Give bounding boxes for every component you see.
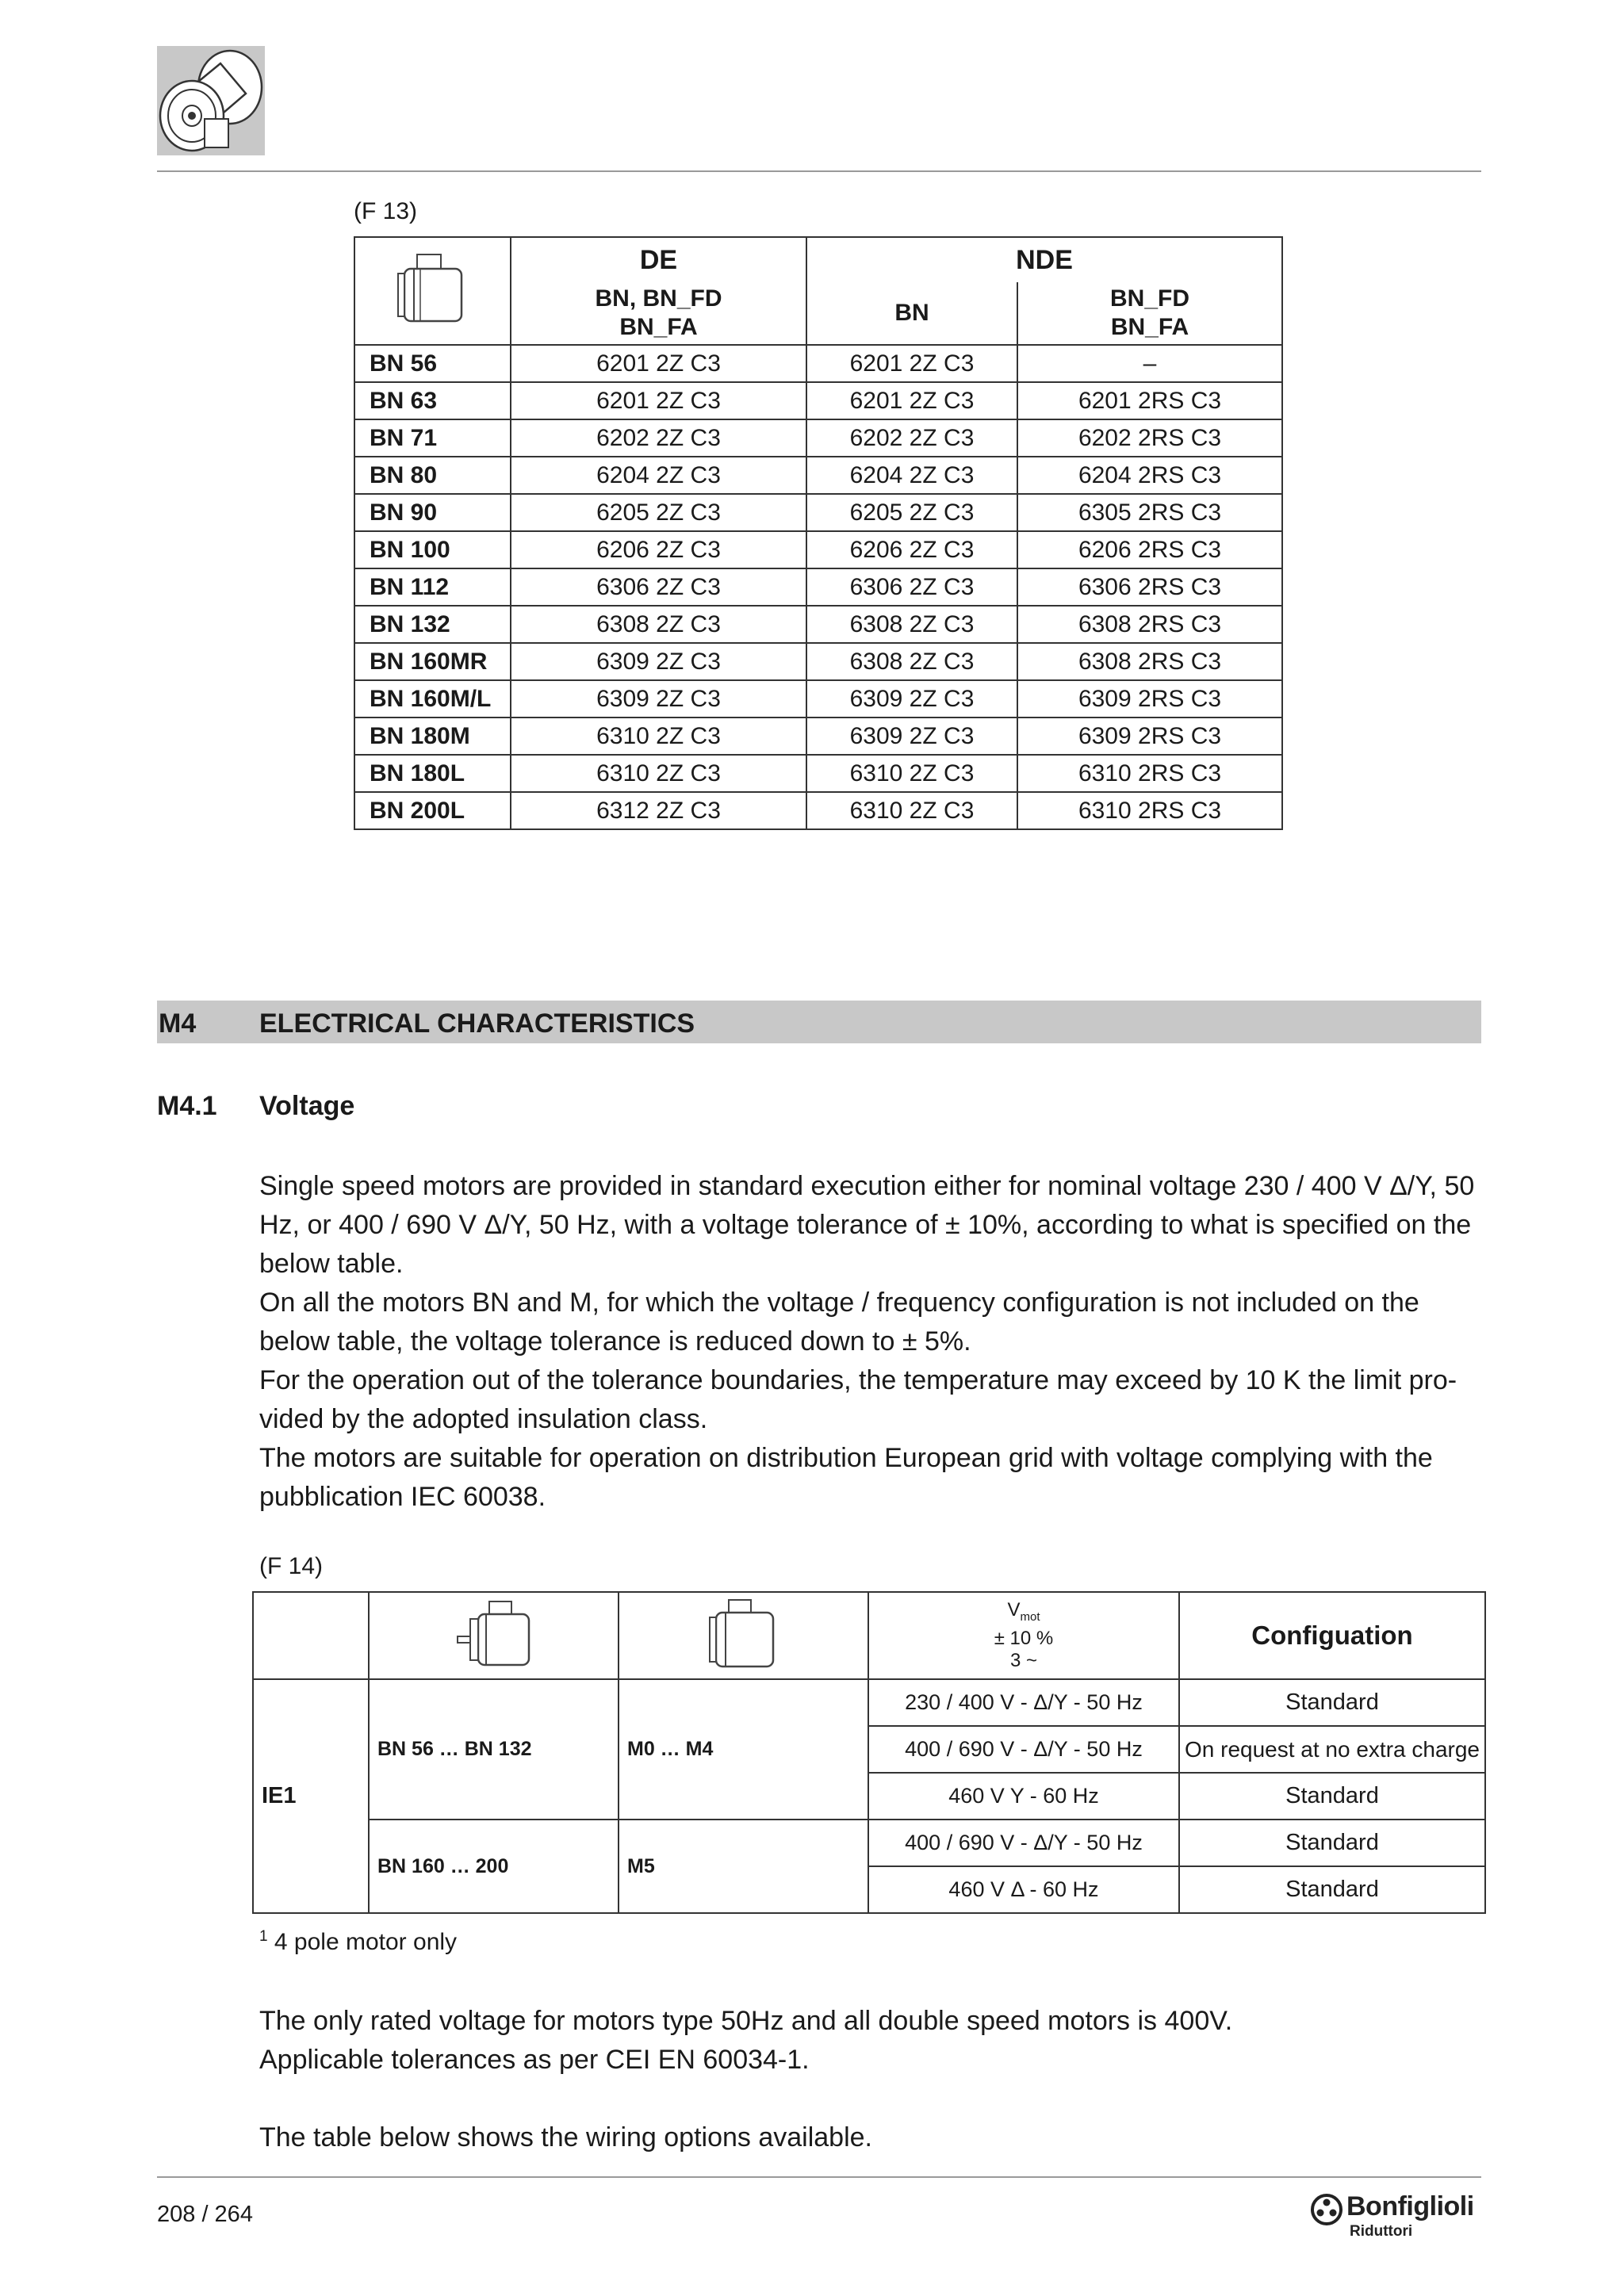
nde-bn-bearing-cell: 6206 2Z C3 xyxy=(806,531,1017,568)
de-sub-line1: BN, BN_FD xyxy=(595,285,722,312)
config-cell: Standard xyxy=(1179,1679,1485,1726)
nde-fd-bearing-cell: – xyxy=(1017,345,1282,382)
voltage-description xyxy=(259,1167,1484,1517)
page-number: 208 / 264 xyxy=(157,2202,253,2227)
nde-fd-bearing-cell: 6309 2RS C3 xyxy=(1017,718,1282,755)
nde-fd-bearing-cell: 6201 2RS C3 xyxy=(1017,382,1282,419)
de-bearing-cell: 6310 2Z C3 xyxy=(511,755,806,792)
table-row xyxy=(354,680,1282,718)
table-row xyxy=(354,345,1282,382)
model-cell: BN 160M/L xyxy=(354,680,511,718)
section-title: ELECTRICAL CHARACTERISTICS xyxy=(259,1008,695,1039)
subsection-title: Voltage xyxy=(259,1091,355,1121)
paragraph: On all the motors BN and M, for which the voltage / frequency configuration is not included on the below table, the voltage tolerance is reduced down to ± 5%. xyxy=(259,1288,1419,1357)
model-cell: BN 200L xyxy=(354,792,511,829)
m-range-2: M5 xyxy=(619,1820,868,1913)
nde-bn-bearing-cell: 6202 2Z C3 xyxy=(806,419,1017,457)
model-cell: BN 160MR xyxy=(354,643,511,680)
table-row xyxy=(354,643,1282,680)
bonfiglioli-logo-icon xyxy=(1310,2193,1343,2226)
model-cell: BN 80 xyxy=(354,457,511,494)
nde-header: NDE xyxy=(806,237,1282,282)
table-row xyxy=(354,531,1282,568)
bn-range-1: BN 56 … BN 132 xyxy=(369,1679,619,1820)
bn-range-2: BN 160 … 200 xyxy=(369,1820,619,1913)
voltage-cell: 460 V Δ - 60 Hz xyxy=(868,1866,1179,1913)
de-bearing-cell: 6206 2Z C3 xyxy=(511,531,806,568)
footnote-text: 4 pole motor only xyxy=(267,1929,458,1955)
de-bearing-cell: 6202 2Z C3 xyxy=(511,419,806,457)
paragraph: For the operation out of the tolerance boundaries, the temperature may exceed by 10 K the limit pro-vided by the adopted insulation class. xyxy=(259,1365,1457,1434)
nde-bn-bearing-cell: 6308 2Z C3 xyxy=(806,606,1017,643)
bearing-table xyxy=(354,236,1283,830)
model-cell: BN 100 xyxy=(354,531,511,568)
nde-bn-bearing-cell: 6310 2Z C3 xyxy=(806,755,1017,792)
de-bearing-cell: 6306 2Z C3 xyxy=(511,568,806,606)
nde-fd-bearing-cell: 6308 2RS C3 xyxy=(1017,606,1282,643)
de-sub-line2: BN_FA xyxy=(619,314,698,340)
model-cell: BN 56 xyxy=(354,345,511,382)
nde-bn-bearing-cell: 6201 2Z C3 xyxy=(806,345,1017,382)
model-cell: BN 90 xyxy=(354,494,511,531)
header-rule xyxy=(157,170,1481,172)
voltage-cell: 400 / 690 V - Δ/Y - 50 Hz xyxy=(868,1726,1179,1773)
voltage-table xyxy=(252,1591,1486,1914)
nde-bn-bearing-cell: 6308 2Z C3 xyxy=(806,643,1017,680)
closing-text xyxy=(259,2002,1484,2157)
paragraph: Single speed motors are provided in standard execution either for nominal voltage 230 / 400 V Δ/Y, 50 Hz, or 400 / 690 V Δ/Y, 50 Hz, with a voltage tolerance of ± 10%, according to what is specified on the below table. xyxy=(259,1171,1475,1279)
table-row xyxy=(354,792,1282,829)
m-motor-icon-cell xyxy=(619,1592,868,1679)
config-cell: Standard xyxy=(1179,1866,1485,1913)
config-cell: Standard xyxy=(1179,1773,1485,1820)
motor-icon xyxy=(396,250,469,326)
nde-fd-bearing-cell: 6310 2RS C3 xyxy=(1017,755,1282,792)
closing-line: The table below shows the wiring options available. xyxy=(259,2122,873,2152)
nde-fd-bearing-cell: 6306 2RS C3 xyxy=(1017,568,1282,606)
de-bearing-cell: 6309 2Z C3 xyxy=(511,680,806,718)
voltage-cell: 460 V Y - 60 Hz xyxy=(868,1773,1179,1820)
table-row xyxy=(354,382,1282,419)
de-subheader xyxy=(511,282,806,345)
de-bearing-cell: 6205 2Z C3 xyxy=(511,494,806,531)
model-cell: BN 112 xyxy=(354,568,511,606)
brand-name: Bonfiglioli xyxy=(1346,2191,1474,2221)
m-range-1: M0 … M4 xyxy=(619,1679,868,1820)
config-header: Configuation xyxy=(1179,1592,1485,1679)
table-row xyxy=(354,718,1282,755)
nde-bn-subheader: BN xyxy=(806,282,1017,345)
f13-label: (F 13) xyxy=(354,198,418,224)
nde-bn-bearing-cell: 6310 2Z C3 xyxy=(806,792,1017,829)
nde-fd-bearing-cell: 6206 2RS C3 xyxy=(1017,531,1282,568)
de-bearing-cell: 6309 2Z C3 xyxy=(511,643,806,680)
motor-shaft-icon xyxy=(454,1597,534,1670)
model-cell: BN 63 xyxy=(354,382,511,419)
nde-bn-bearing-cell: 6204 2Z C3 xyxy=(806,457,1017,494)
closing-line: The only rated voltage for motors type 50Hz and all double speed motors is 400V. xyxy=(259,2006,1233,2036)
config-cell: On request at no extra charge xyxy=(1179,1726,1485,1773)
de-bearing-cell: 6312 2Z C3 xyxy=(511,792,806,829)
config-cell: Standard xyxy=(1179,1820,1485,1866)
table-row xyxy=(354,568,1282,606)
table-row xyxy=(354,755,1282,792)
model-cell: BN 180M xyxy=(354,718,511,755)
closing-line: Applicable tolerances as per CEI EN 60034-1. xyxy=(259,2045,810,2075)
f14-label: (F 14) xyxy=(259,1553,324,1579)
model-cell: BN 71 xyxy=(354,419,511,457)
nde-fd-bearing-cell: 6309 2RS C3 xyxy=(1017,680,1282,718)
table-row xyxy=(354,606,1282,643)
table-row xyxy=(354,419,1282,457)
nde-bn-bearing-cell: 6309 2Z C3 xyxy=(806,718,1017,755)
blank-header-cell xyxy=(253,1592,369,1679)
model-cell: BN 180L xyxy=(354,755,511,792)
de-header: DE xyxy=(511,237,806,282)
nde-fd-bearing-cell: 6308 2RS C3 xyxy=(1017,643,1282,680)
nde-fd-bearing-cell: 6305 2RS C3 xyxy=(1017,494,1282,531)
vmot-tolerance: ± 10 % xyxy=(994,1628,1054,1650)
paragraph: The motors are suitable for operation on distribution European grid with voltage complying with the pubblication IEC 60038. xyxy=(259,1443,1433,1512)
footer-rule xyxy=(157,2176,1481,2178)
nde-fd-bearing-cell: 6202 2RS C3 xyxy=(1017,419,1282,457)
nde-sub-line2: BN_FA xyxy=(1110,314,1189,340)
de-bearing-cell: 6201 2Z C3 xyxy=(511,345,806,382)
nde-fd-subheader xyxy=(1017,282,1282,345)
nde-bn-bearing-cell: 6205 2Z C3 xyxy=(806,494,1017,531)
de-bearing-cell: 6310 2Z C3 xyxy=(511,718,806,755)
section-bar xyxy=(157,1001,1481,1043)
model-cell: BN 132 xyxy=(354,606,511,643)
nde-bn-bearing-cell: 6201 2Z C3 xyxy=(806,382,1017,419)
nde-bn-bearing-cell: 6309 2Z C3 xyxy=(806,680,1017,718)
vmot-header xyxy=(868,1592,1179,1679)
motor-icon xyxy=(708,1595,779,1671)
vmot-subscript: mot xyxy=(1020,1609,1040,1624)
de-bearing-cell: 6308 2Z C3 xyxy=(511,606,806,643)
vmot-symbol: V xyxy=(1007,1598,1021,1621)
voltage-cell: 400 / 690 V - Δ/Y - 50 Hz xyxy=(868,1820,1179,1866)
table-row xyxy=(354,494,1282,531)
brand-subtitle: Riduttori xyxy=(1350,2223,1413,2240)
de-bearing-cell: 6204 2Z C3 xyxy=(511,457,806,494)
nde-bn-bearing-cell: 6306 2Z C3 xyxy=(806,568,1017,606)
de-bearing-cell: 6201 2Z C3 xyxy=(511,382,806,419)
table-row xyxy=(354,457,1282,494)
nde-fd-bearing-cell: 6310 2RS C3 xyxy=(1017,792,1282,829)
vmot-phase: 3 ~ xyxy=(1009,1650,1038,1672)
efficiency-class: IE1 xyxy=(253,1679,369,1913)
subsection-number: M4.1 xyxy=(157,1091,217,1121)
nde-sub-line1: BN_FD xyxy=(1110,285,1190,312)
nde-fd-bearing-cell: 6204 2RS C3 xyxy=(1017,457,1282,494)
motor-icon-cell xyxy=(354,237,511,345)
footnote-mark: 1 xyxy=(259,1928,268,1945)
brand-logo xyxy=(1310,2190,1484,2241)
voltage-cell: 230 / 400 V - Δ/Y - 50 Hz xyxy=(868,1679,1179,1726)
footnote xyxy=(259,1928,457,1956)
section-number: M4 xyxy=(159,1008,197,1039)
bn-motor-icon-cell xyxy=(369,1592,619,1679)
motor-header-icon xyxy=(157,46,265,155)
